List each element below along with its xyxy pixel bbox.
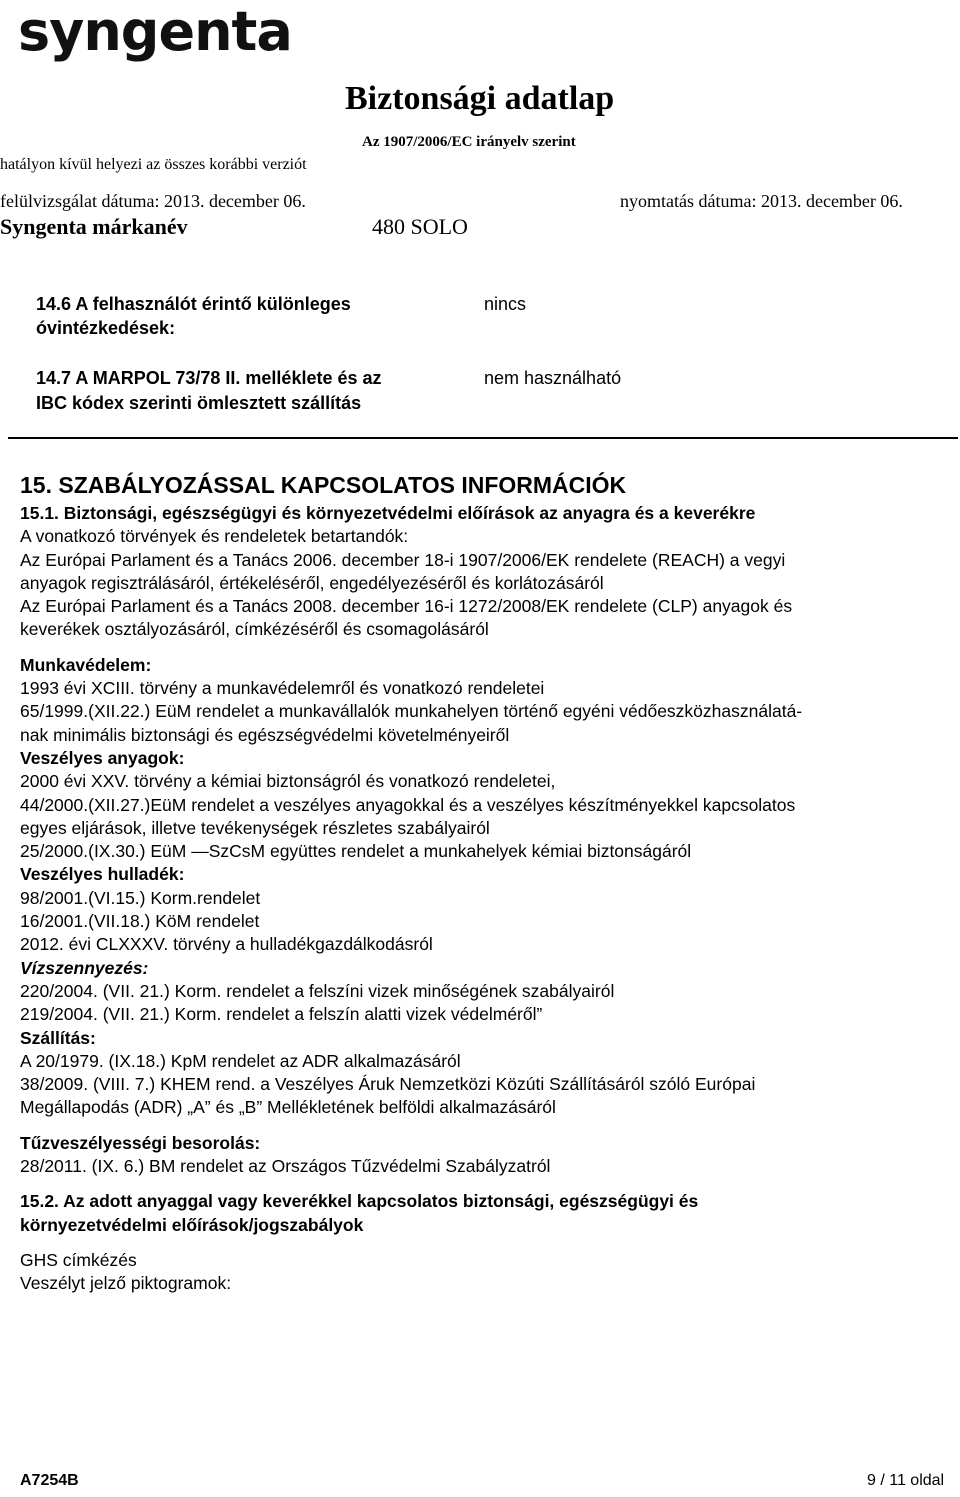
- spacer: [20, 1120, 950, 1132]
- subheading: Vízszennyezés:: [20, 957, 149, 978]
- body-line: 65/1999.(XII.22.) EüM rendelet a munkavállalók munkahelyen történő egyéni védőeszközhasználatá-: [20, 701, 803, 722]
- body-line: 98/2001.(VI.15.) Korm.rendelet: [20, 887, 261, 908]
- revision-date: felülvizsgálat dátuma: 2013. december 06.: [0, 191, 306, 211]
- syngenta-logo: syngenta: [18, 0, 292, 63]
- body-line: 44/2000.(XII.27.)EüM rendelet a veszélyes anyagokkal és a veszélyes készítményekkel kapcsolatos: [20, 794, 796, 815]
- row-14-7-label-line1: 14.7 A MARPOL 73/78 II. melléklete és az: [36, 368, 382, 388]
- spacer: [20, 1237, 950, 1249]
- body-line: Az Európai Parlament és a Tanács 2006. december 18-i 1907/2006/EK rendelete (REACH) a vegyi: [20, 549, 786, 570]
- subheading: 15.2. Az adott anyaggal vagy keverékkel kapcsolatos biztonsági, egészségügyi és: [20, 1191, 699, 1212]
- body-line: 2012. évi CLXXXV. törvény a hulladékgazdálkodásról: [20, 934, 433, 955]
- subheading: környezetvédelmi előírások/jogszabályok: [20, 1214, 364, 1235]
- print-date: nyomtatás dátuma: 2013. december 06.: [620, 191, 903, 211]
- subheading: 15.1. Biztonsági, egészségügyi és környezetvédelmi előírások az anyagra és a keverékre: [20, 503, 756, 523]
- body-line: 25/2000.(IX.30.) EüM —SzCsM együttes rendelet a munkahelyek kémiai biztonságáról: [20, 841, 692, 862]
- body-line: 220/2004. (VII. 21.) Korm. rendelet a felszíni vizek minőségének szabályairól: [20, 980, 615, 1001]
- body-line: 28/2011. (IX. 6.) BM rendelet az Országos Tűzvédelmi Szabályzatról: [20, 1156, 551, 1177]
- body-line: anyagok regisztrálásáról, értékeléséről, engedélyezéséről és korlátozásáról: [20, 572, 604, 593]
- spacer: [20, 1178, 950, 1190]
- subheading: Veszélyes hulladék:: [20, 864, 185, 885]
- footer-document-code: A7254B: [20, 1472, 79, 1489]
- subheading: Veszélyes anyagok:: [20, 747, 185, 768]
- row-14-7-label-line2: IBC kódex szerinti ömlesztett szállítás: [36, 393, 362, 413]
- subheading: Szállítás:: [20, 1027, 96, 1048]
- body-line: Veszélyt jelző piktogramok:: [20, 1273, 232, 1294]
- footer-page-number: 9 / 11 oldal: [867, 1472, 945, 1489]
- body-line: nak minimális biztonsági és egészségvédelmi követelményeiről: [20, 724, 510, 745]
- row-14-7-value: nem használható: [484, 368, 622, 388]
- body-line: keverékek osztályozásáról, címkézéséről és csomagolásáról: [20, 619, 489, 640]
- body-line: 2000 évi XXV. törvény a kémiai biztonságról és vonatkozó rendeletei,: [20, 771, 556, 792]
- subheading: Munkavédelem:: [20, 654, 152, 675]
- brand-label: Syngenta márkanév: [0, 214, 188, 239]
- body-line: 16/2001.(VII.18.) KöM rendelet: [20, 911, 260, 932]
- row-14-6-label-line1: 14.6 A felhasználót érintő különleges: [36, 294, 351, 314]
- body-line: 219/2004. (VII. 21.) Korm. rendelet a felszín alatti vizek védelméről”: [20, 1004, 543, 1025]
- brand-value: 480 SOLO: [372, 214, 468, 239]
- directive-text: Az 1907/2006/EC irányelv szerint: [362, 134, 576, 150]
- supersedes-note: hatályon kívül helyezi az összes korábbi verziót: [0, 156, 307, 173]
- row-14-6-value: nincs: [484, 294, 527, 314]
- body-line: Megállapodás (ADR) „A” és „B” Mellékletének belföldi alkalmazásáról: [20, 1097, 556, 1118]
- body-line: 1993 évi XCIII. törvény a munkavédelemről és vonatkozó rendeletei: [20, 678, 545, 699]
- body-line: Az Európai Parlament és a Tanács 2008. december 16-i 1272/2008/EK rendelete (CLP) anyagok és: [20, 596, 793, 617]
- spacer: [20, 642, 950, 654]
- body-line: A vonatkozó törvények és rendeletek betartandók:: [20, 526, 409, 547]
- body-line: A 20/1979. (IX.18.) KpM rendelet az ADR alkalmazásáról: [20, 1050, 461, 1071]
- row-14-6-label-line2: óvintézkedések:: [36, 318, 176, 338]
- section-divider: [8, 437, 958, 439]
- section-15-body: [20, 502, 950, 1296]
- body-line: GHS címkézés: [20, 1249, 137, 1270]
- body-line: egyes eljárások, illetve tevékenységek részletes szabályairól: [20, 817, 490, 838]
- section-15-title: 15. SZABÁLYOZÁSSAL KAPCSOLATOS INFORMÁCIÓK: [20, 472, 627, 498]
- document-title: Biztonsági adatlap: [345, 80, 615, 117]
- subheading: Tűzveszélyességi besorolás:: [20, 1132, 261, 1153]
- body-line: 38/2009. (VIII. 7.) KHEM rend. a Veszélyes Áruk Nemzetközi Közúti Szállításáról szóló Európai: [20, 1074, 756, 1095]
